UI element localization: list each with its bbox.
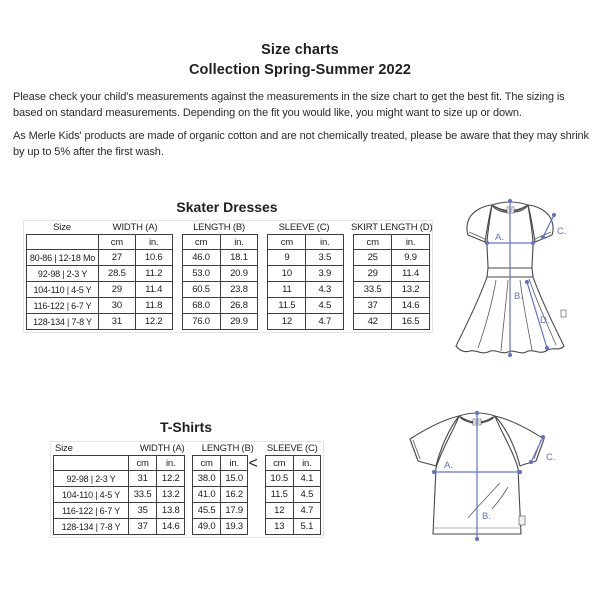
table-row [182, 298, 258, 314]
tshirts-size-chart [50, 441, 324, 538]
table-row [193, 503, 248, 519]
tshirt-diagram [396, 406, 564, 556]
table-row [268, 282, 344, 298]
length-group-label: LENGTH (B) [201, 443, 254, 454]
table-row [54, 487, 185, 503]
in-cell: 9.9 [392, 250, 430, 266]
tshirt-tables: cm in. 92-98 | 2-3 Y 31 12.2 104-110 | 4-5 Y 33.5 13.2 116-122 | 6-7 Y 35 13.8 128-134 | 7-8 Y 37 14.6 cm in. 38.0 15.0 41.0 16.2 45.5 17.9 49.0 19.3 < cm in. 10.5 4.1 11.5 4.5 12 4.7 13 5.1 [51, 455, 323, 537]
cm-cell: 10 [268, 266, 306, 282]
table-header-row [265, 456, 320, 471]
cm-cell: 11 [268, 282, 306, 298]
skater-dresses-size-chart [23, 220, 433, 333]
page-title-line1: Size charts [261, 42, 339, 58]
sleeve-group-label: SLEEVE (C) [266, 443, 318, 454]
cm-cell: 60.5 [182, 282, 220, 298]
cm-cell: 49.0 [193, 519, 221, 535]
table-row [182, 266, 258, 282]
skater-length-table [182, 234, 259, 330]
in-header-cell: in. [293, 456, 320, 471]
table-row [265, 503, 320, 519]
in-header-cell: in. [220, 235, 258, 250]
table-row [265, 519, 320, 535]
in-cell: 13.2 [392, 282, 430, 298]
cm-cell: 33.5 [354, 282, 392, 298]
cm-cell: 13 [265, 519, 293, 535]
in-cell: 12.2 [135, 314, 172, 330]
in-cell: 5.1 [293, 519, 320, 535]
cm-cell: 12 [265, 503, 293, 519]
table-row [182, 282, 258, 298]
cm-cell: 37 [354, 298, 392, 314]
measure-label-c: C. [557, 226, 567, 237]
cm-header-cell: cm [265, 456, 293, 471]
cm-cell: 68.0 [182, 298, 220, 314]
empty-header-cell [27, 235, 99, 250]
tshirt-size-width-table [53, 455, 185, 535]
in-cell: 15.0 [220, 471, 248, 487]
in-cell: 13.2 [157, 487, 185, 503]
size-cell: 104-110 | 4-5 Y [54, 487, 129, 503]
table-header-row [354, 235, 430, 250]
cm-cell: 30 [98, 298, 135, 314]
table-row [268, 266, 344, 282]
cm-header-cell: cm [268, 235, 306, 250]
table-row [268, 298, 344, 314]
table-header-row [268, 235, 344, 250]
in-cell: 14.6 [157, 519, 185, 535]
size-cell: 116-122 | 6-7 Y [27, 298, 99, 314]
cm-header-cell: cm [129, 456, 157, 471]
table-row [354, 250, 430, 266]
in-cell: 18.1 [220, 250, 258, 266]
table-row [182, 314, 258, 330]
size-cell: 128-134 | 7-8 Y [54, 519, 129, 535]
table-row [27, 298, 173, 314]
tshirt-side-tag [519, 516, 525, 525]
cm-header-cell: cm [98, 235, 135, 250]
size-cell: 92-98 | 2-3 Y [27, 266, 99, 282]
cm-cell: 31 [98, 314, 135, 330]
table-row [265, 471, 320, 487]
in-cell: 13.8 [157, 503, 185, 519]
in-cell: 23.8 [220, 282, 258, 298]
tshirt-column-group-labels [51, 442, 323, 455]
tshirt-sleeve-table [265, 455, 321, 535]
cm-cell: 76.0 [182, 314, 220, 330]
in-cell: 14.6 [392, 298, 430, 314]
table-row [268, 314, 344, 330]
size-cell: 104-110 | 4-5 Y [27, 282, 99, 298]
cm-header-cell: cm [182, 235, 220, 250]
in-cell: 11.2 [135, 266, 172, 282]
table-header-row [182, 235, 258, 250]
in-cell: 3.5 [306, 250, 344, 266]
in-cell: 26.8 [220, 298, 258, 314]
in-cell: 4.3 [306, 282, 344, 298]
in-header-cell: in. [306, 235, 344, 250]
table-row [265, 487, 320, 503]
table-row [193, 471, 248, 487]
in-cell: 16.5 [392, 314, 430, 330]
table-row [193, 519, 248, 535]
table-row [27, 282, 173, 298]
shrink-note-paragraph: As Merle Kids' products are made of organic cotton and are not chemically treated, please be aware that they may shrink by up to 5% after the first wash. [13, 130, 589, 158]
in-header-cell: in. [392, 235, 430, 250]
tshirt-length-table [192, 455, 248, 535]
cm-cell: 33.5 [129, 487, 157, 503]
table-row [268, 250, 344, 266]
in-header-cell: in. [135, 235, 172, 250]
table-row [54, 503, 185, 519]
measure-label-b: B. [514, 291, 523, 302]
cm-cell: 37 [129, 519, 157, 535]
cm-cell: 28.5 [98, 266, 135, 282]
in-cell: 4.5 [293, 487, 320, 503]
size-column-label: Size [55, 443, 73, 454]
in-header-cell: in. [220, 456, 248, 471]
in-cell: 4.5 [306, 298, 344, 314]
table-row [27, 250, 173, 266]
in-cell: 11.4 [392, 266, 430, 282]
in-header-cell: in. [157, 456, 185, 471]
in-cell: 4.7 [293, 503, 320, 519]
in-cell: 12.2 [157, 471, 185, 487]
table-row [354, 314, 430, 330]
measure-label-c: C. [546, 452, 556, 463]
skater-tables [24, 234, 432, 332]
in-cell: 20.9 [220, 266, 258, 282]
cm-cell: 12 [268, 314, 306, 330]
cm-cell: 29 [98, 282, 135, 298]
table-header-row [54, 456, 185, 471]
size-cell: 128-134 | 7-8 Y [27, 314, 99, 330]
in-cell: 10.6 [135, 250, 172, 266]
cm-cell: 9 [268, 250, 306, 266]
length-group-label: LENGTH (B) [193, 222, 245, 233]
cm-header-cell: cm [193, 456, 221, 471]
table-row [354, 298, 430, 314]
cm-cell: 35 [129, 503, 157, 519]
size-cell: 92-98 | 2-3 Y [54, 471, 129, 487]
skirt-length-group-label: SKIRT LENGTH (D) [351, 222, 433, 233]
table-header-row [27, 235, 173, 250]
width-group-label: WIDTH (A) [139, 443, 185, 454]
in-cell: 11.8 [135, 298, 172, 314]
empty-header-cell [54, 456, 129, 471]
skater-dresses-heading: Skater Dresses [176, 199, 278, 215]
page-title [0, 40, 600, 80]
cm-cell: 45.5 [193, 503, 221, 519]
cm-cell: 11.5 [268, 298, 306, 314]
skater-skirt-length-table [353, 234, 430, 330]
table-row [193, 487, 248, 503]
skater-dress-diagram [430, 192, 590, 362]
tshirts-heading: T-Shirts [159, 419, 213, 435]
width-group-label: WIDTH (A) [112, 222, 158, 233]
skater-sleeve-table [267, 234, 344, 330]
in-cell: 29.9 [220, 314, 258, 330]
skater-column-group-labels [24, 221, 432, 234]
table-row [27, 314, 173, 330]
skater-size-width-table [26, 234, 173, 330]
cm-cell: 41.0 [193, 487, 221, 503]
in-cell: 19.3 [220, 519, 248, 535]
cm-cell: 31 [129, 471, 157, 487]
fit-advice-paragraph: Please check your child's measurements against the measurements in the size chart to get the best fit. The sizing is based on standard measurements. Depending on the fit you would like, you might want to size up or down. [13, 91, 565, 119]
cm-cell: 42 [354, 314, 392, 330]
page-title-line2: Collection Spring-Summer 2022 [188, 62, 412, 78]
table-row [182, 250, 258, 266]
table-row [354, 282, 430, 298]
dress-side-tag [561, 310, 566, 317]
table-row [54, 471, 185, 487]
in-cell: 4.1 [293, 471, 320, 487]
in-cell: 3.9 [306, 266, 344, 282]
cm-cell: 10.5 [265, 471, 293, 487]
cm-cell: 46.0 [182, 250, 220, 266]
size-cell: 116-122 | 6-7 Y [54, 503, 129, 519]
measure-label-b: B. [482, 511, 491, 522]
cm-cell: 29 [354, 266, 392, 282]
measure-label-d: D. [540, 315, 550, 326]
measure-label-a: A. [495, 232, 504, 243]
cm-cell: 27 [98, 250, 135, 266]
in-cell: 11.4 [135, 282, 172, 298]
cm-header-cell: cm [354, 235, 392, 250]
table-row [354, 266, 430, 282]
size-cell: 80-86 | 12-18 Mo [27, 250, 99, 266]
cm-cell: 53.0 [182, 266, 220, 282]
size-column-label: Size [53, 222, 71, 233]
measure-label-a: A. [444, 460, 453, 471]
in-cell: 17.9 [220, 503, 248, 519]
table-header-row [193, 456, 248, 471]
cm-cell: 25 [354, 250, 392, 266]
cm-cell: 11.5 [265, 487, 293, 503]
sleeve-group-label: SLEEVE (C) [278, 222, 330, 233]
table-row [54, 519, 185, 535]
cm-cell: 38.0 [193, 471, 221, 487]
in-cell: 16.2 [220, 487, 248, 503]
table-row [27, 266, 173, 282]
in-cell: 4.7 [306, 314, 344, 330]
